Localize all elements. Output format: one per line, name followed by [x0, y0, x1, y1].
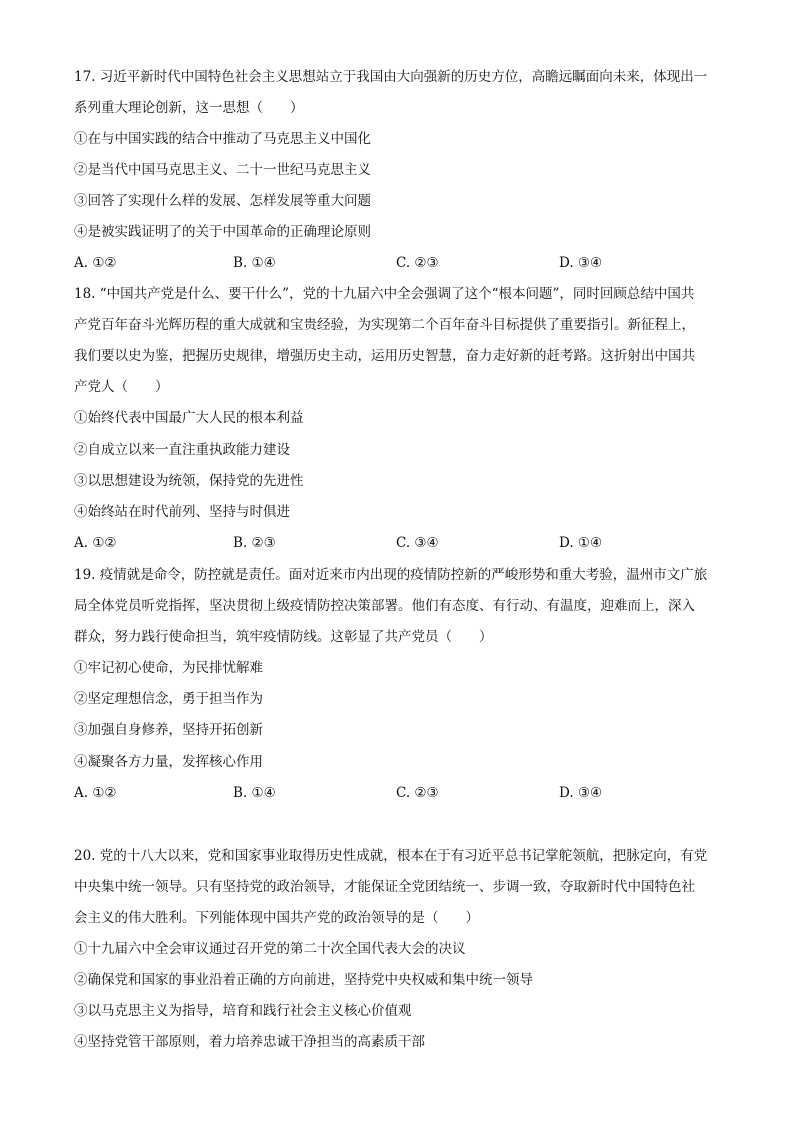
question-19-options	[74, 783, 734, 803]
question-18-stem-line-3: 我们要以史为鉴，把握历史规律，增强历史主动，运用历史智慧，奋力走好新的赶考路。这折射出中国共	[74, 348, 695, 364]
question-19-stem-line-1: 19. 疫情就是命令，防控就是责任。面对近来市内出现的疫情防控新的严峻形势和重大考验，温州市文广旅	[74, 567, 708, 583]
question-19-stem-line-3: 群众，努力践行使命担当，筑牢疫情防线。这彰显了共产党员（ ）	[74, 629, 493, 645]
question-18-option-b[interactable]: B. ②③	[233, 535, 276, 551]
question-19-option-a[interactable]: A. ①②	[74, 785, 117, 801]
question-20-statement-3: ③以马克思主义为指导，培育和践行社会主义核心价值观	[74, 1003, 412, 1019]
question-18-stem-line-2: 产党百年奋斗光辉历程的重大成就和宝贵经验，为实现第二个百年奋斗目标提供了重要指引。新征程上，	[74, 317, 695, 333]
question-18-statement-1: ①始终代表中国最广大人民的根本利益	[74, 410, 304, 426]
question-20-statement-1: ①十九届六中全会审议通过召开党的第二十次全国代表大会的决议	[74, 941, 466, 957]
question-19-statement-4: ④凝聚各方力量，发挥核心作用	[74, 754, 263, 770]
question-17-statement-1: ①在与中国实践的结合中推动了马克思主义中国化	[74, 131, 371, 147]
question-18-option-d[interactable]: D. ①④	[559, 535, 603, 551]
question-18-statement-2: ②自成立以来一直注重执政能力建设	[74, 442, 290, 458]
question-18-statement-4: ④始终站在时代前列、坚持与时俱进	[74, 504, 290, 520]
question-19-statement-2: ②坚定理想信念，勇于担当作为	[74, 691, 263, 707]
question-19-statement-3: ③加强自身修养，坚持开拓创新	[74, 722, 263, 738]
question-17-statement-4: ④是被实践证明了的关于中国革命的正确理论原则	[74, 224, 371, 240]
question-17-option-b[interactable]: B. ①④	[233, 255, 276, 271]
question-20-stem-line-2: 中央集中统一领导。只有坚持党的政治领导，才能保证全党团结统一、步调一致，夺取新时代中国特色社	[74, 879, 695, 895]
question-18-statement-3: ③以思想建设为统领，保持党的先进性	[74, 473, 304, 489]
question-17-statement-2: ②是当代中国马克思主义、二十一世纪马克思主义	[74, 162, 371, 178]
question-17-stem-line-2: 系列重大理论创新，这一思想（ ）	[74, 100, 304, 116]
question-18-stem-line-1: 18. “中国共产党是什么、要干什么”，党的十九届六中全会强调了这个“根本问题”，同时回顾总结中国共	[74, 286, 695, 302]
question-17-statement-3: ③回答了实现什么样的发展、怎样发展等重大问题	[74, 193, 371, 209]
question-19-stem-line-2: 局全体党员听党指挥，坚决贯彻上级疫情防控决策部署。他们有态度、有行动、有温度，迎难而上，深入	[74, 598, 695, 614]
question-18-options	[74, 533, 734, 553]
question-19-option-d[interactable]: D. ③④	[559, 785, 603, 801]
question-17-option-a[interactable]: A. ①②	[74, 255, 117, 271]
question-18-option-a[interactable]: A. ①②	[74, 535, 117, 551]
question-20-statement-2: ②确保党和国家的事业沿着正确的方向前进，坚持党中央权威和集中统一领导	[74, 972, 533, 988]
question-17-option-c[interactable]: C. ②③	[396, 255, 439, 271]
question-20-stem-line-1: 20. 党的十八大以来，党和国家事业取得历史性成就，根本在于有习近平总书记掌舵领航，把脉定向，有党	[74, 848, 708, 864]
question-20-statement-4: ④坚持党管干部原则，着力培养忠诚干净担当的高素质干部	[74, 1034, 425, 1050]
question-17-options	[74, 253, 734, 273]
question-19-option-c[interactable]: C. ②③	[396, 785, 439, 801]
question-19-option-b[interactable]: B. ①④	[233, 785, 276, 801]
question-18-option-c[interactable]: C. ③④	[396, 535, 439, 551]
question-18-stem-line-4: 产党人（ ）	[74, 379, 169, 395]
question-17-stem-line-1: 17. 习近平新时代中国特色社会主义思想站立于我国由大向强新的历史方位，高瞻远瞩面向未来，体现出一	[74, 69, 708, 85]
question-17-option-d[interactable]: D. ③④	[559, 255, 603, 271]
question-20-stem-line-3: 会主义的伟大胜利。下列能体现中国共产党的政治领导的是（ ）	[74, 910, 479, 926]
question-19-statement-1: ①牢记初心使命，为民排忧解难	[74, 660, 263, 676]
